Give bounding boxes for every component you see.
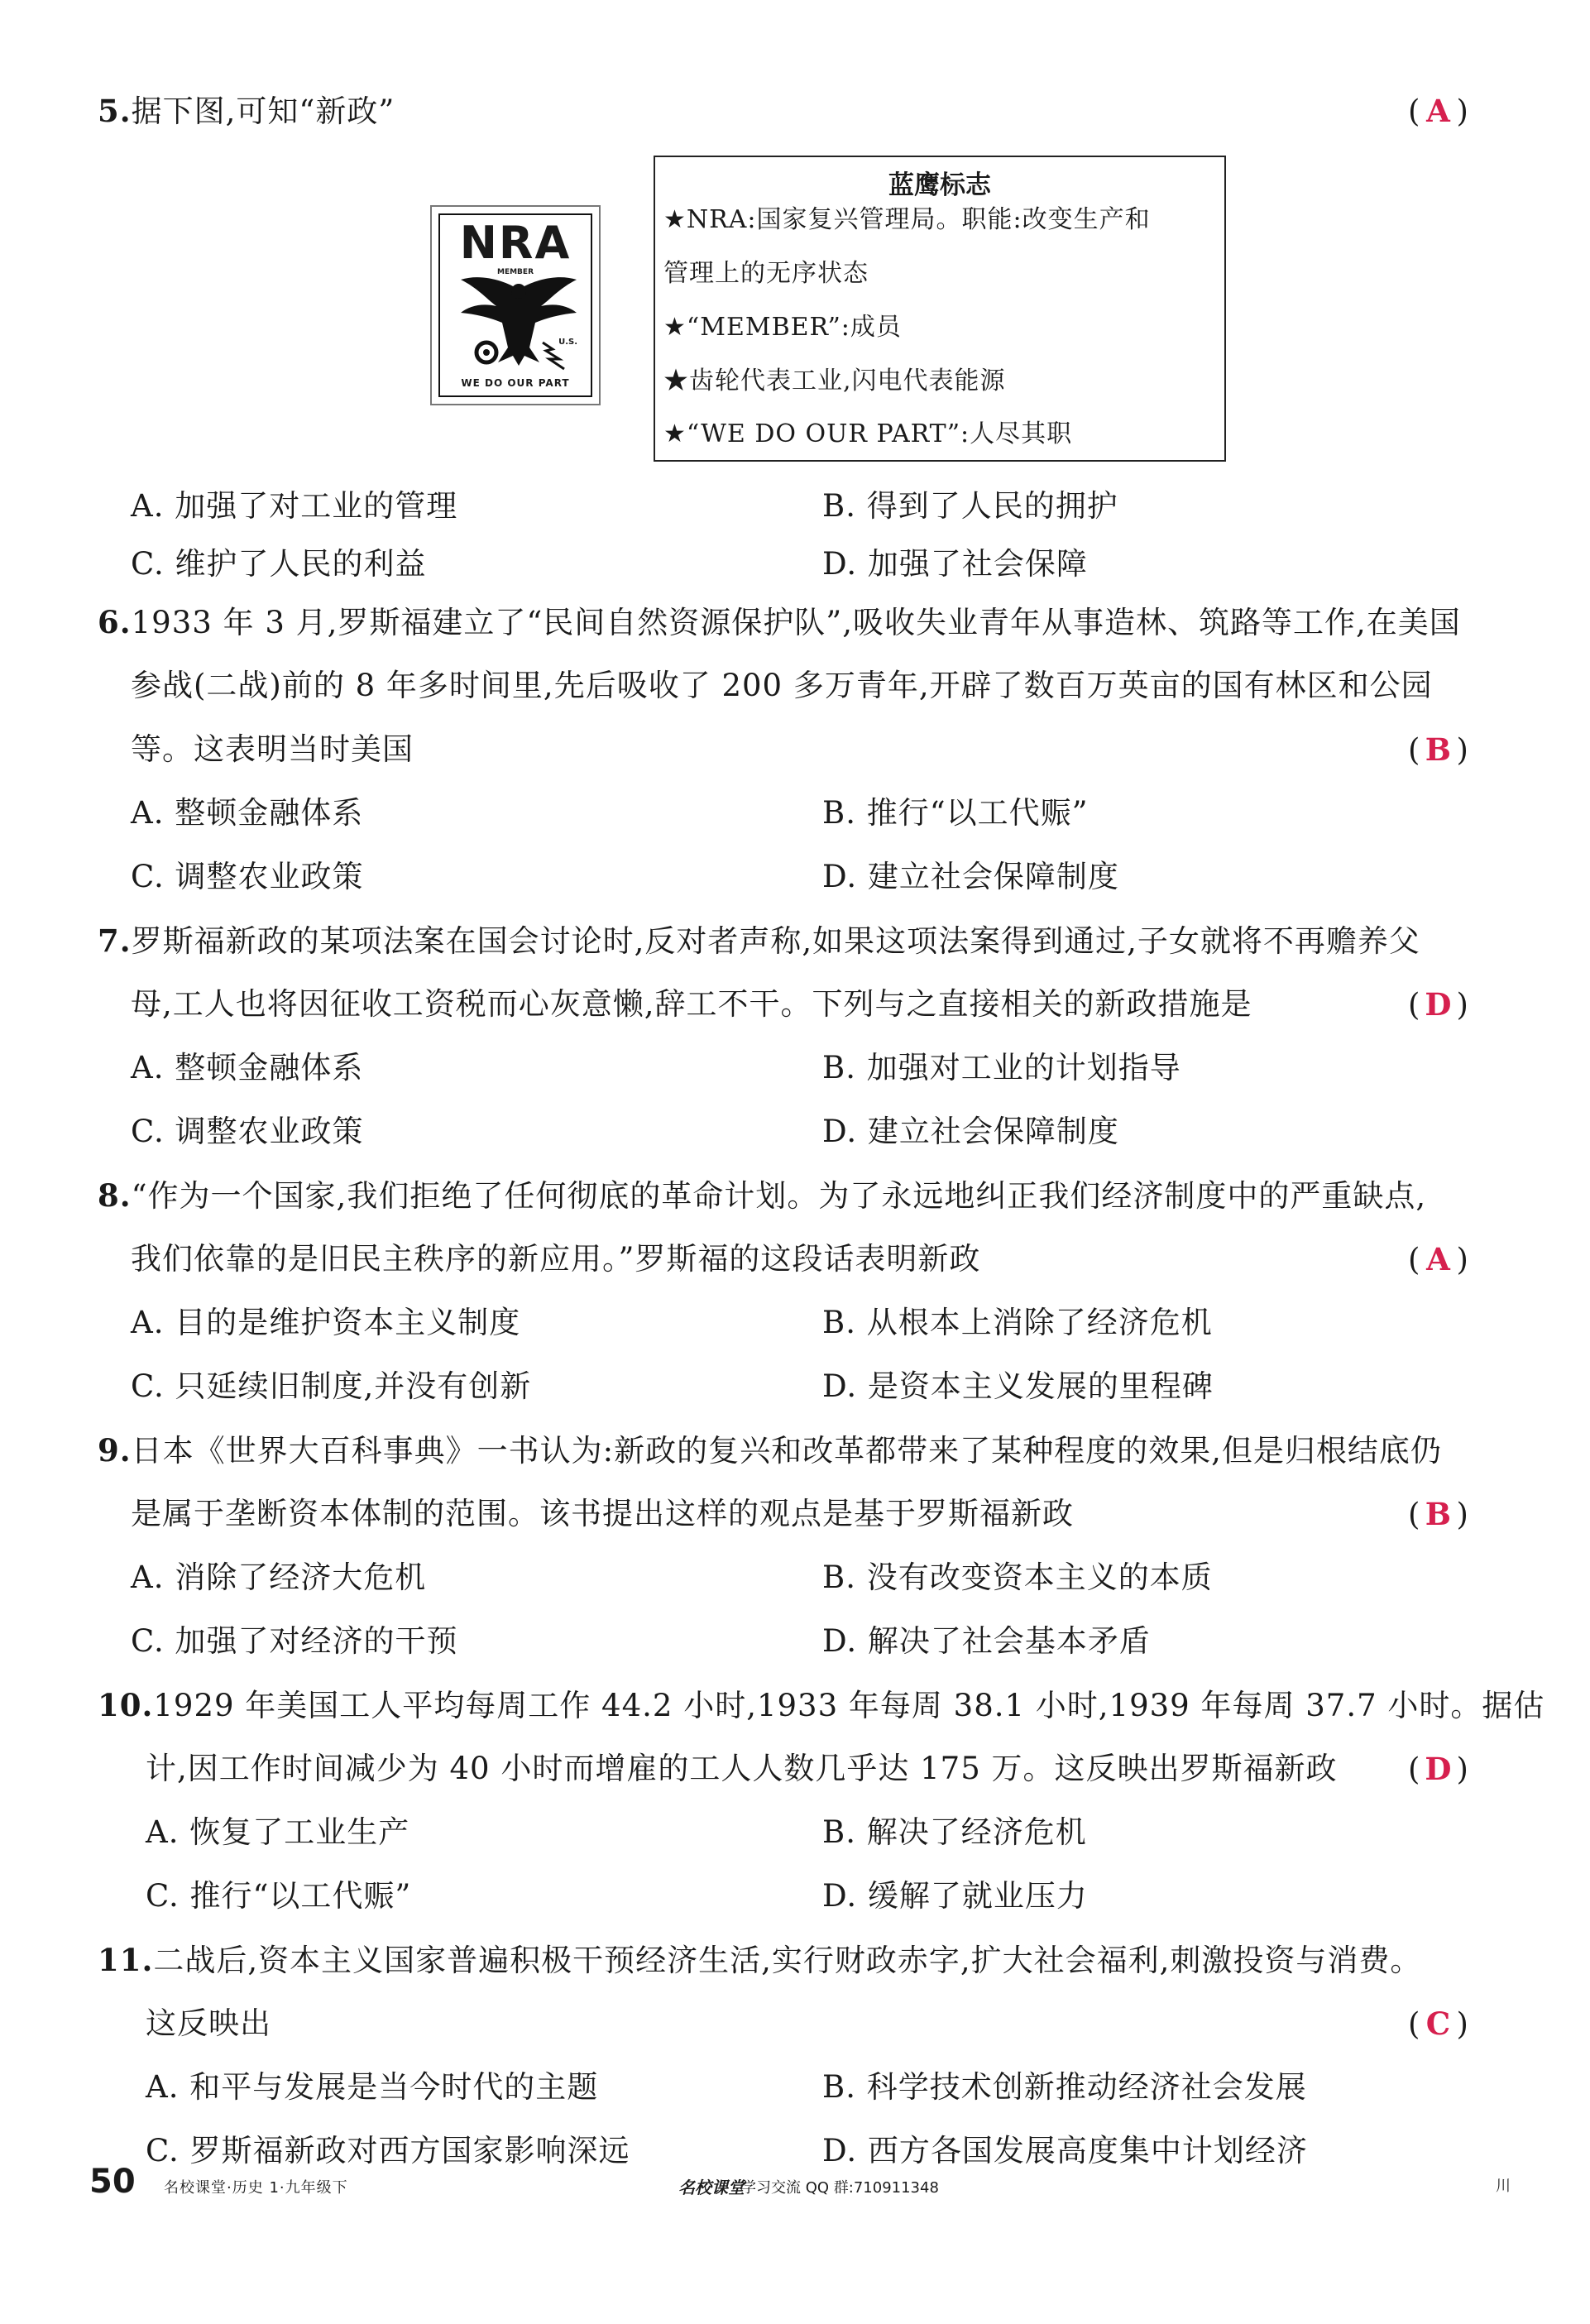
question-number: 6.: [98, 604, 132, 640]
answer-letter: A: [1426, 93, 1450, 129]
question-number: 8.: [98, 1177, 132, 1214]
poster-member-label: MEMBER: [497, 268, 534, 276]
option-d: D. 加强了社会保障: [822, 546, 1088, 582]
option-d: D. 建立社会保障制度: [822, 1114, 1119, 1149]
option-c: C. 调整农业政策: [131, 1114, 364, 1149]
answer-letter: C: [1425, 2005, 1451, 2042]
answer-letter: B: [1425, 731, 1452, 768]
question-10-line-2: 计,因工作时间减少为 40 小时而增雇的工人人数几乎达 175 万。这反映出罗斯福新政: [146, 1751, 1338, 1786]
option-c: C. 推行“以工代赈”: [146, 1878, 412, 1914]
question-text: 据下图,可知“新政”: [131, 93, 395, 129]
answer-5: ( A ): [1408, 93, 1468, 129]
info-box-title: 蓝鹰标志: [888, 170, 991, 200]
page-number: 50: [89, 2163, 136, 2201]
question-6-line-1: [98, 604, 1461, 641]
question-6-line-2: 参战(二战)前的 8 年多时间里,先后吸收了 200 多万青年,开辟了数百万英亩的国有林区和公园: [131, 668, 1433, 703]
option-d: D. 西方各国发展高度集中计划经济: [822, 2133, 1308, 2168]
blue-eagle-info-box: [654, 156, 1226, 462]
answer-8: ( A ): [1408, 1241, 1468, 1277]
question-text: 二战后,资本主义国家普遍积极干预经济生活,实行财政赤字,扩大社会福利,刺激投资与消费。: [153, 1943, 1422, 1978]
option-b: B. 从根本上消除了经济危机: [822, 1305, 1213, 1340]
answer-letter: D: [1425, 1751, 1452, 1787]
option-c: C. 维护了人民的利益: [131, 546, 427, 582]
option-a: A. 消除了经济大危机: [131, 1560, 427, 1595]
answer-7: ( D ): [1408, 986, 1468, 1023]
question-number: 5.: [98, 93, 132, 129]
option-b: B. 加强对工业的计划指导: [822, 1050, 1181, 1085]
info-box-line: ★“WE DO OUR PART”:人尽其职: [663, 419, 1073, 448]
option-c: C. 只延续旧制度,并没有创新: [131, 1368, 532, 1404]
option-a: A. 加强了对工业的管理: [131, 488, 458, 524]
answer-6: ( B ): [1408, 731, 1468, 768]
option-b: B. 解决了经济危机: [822, 1814, 1087, 1850]
answer-letter: A: [1426, 1241, 1450, 1277]
question-number: 11.: [98, 1942, 154, 1978]
option-a: A. 整顿金融体系: [131, 1050, 364, 1085]
question-6-line-3: 等。这表明当时美国: [131, 731, 414, 767]
info-box-line: ★NRA:国家复兴管理局。职能:改变生产和: [663, 205, 1151, 234]
poster-title: NRA: [459, 217, 572, 269]
question-9-line-2: 是属于垄断资本体制的范围。该书提出这样的观点是基于罗斯福新政: [131, 1496, 1074, 1531]
option-c: C. 罗斯福新政对西方国家影响深远: [146, 2133, 630, 2168]
question-text: 1933 年 3 月,罗斯福建立了“民间自然资源保护队”,吸收失业青年从事造林、筑路等工作,在美国: [131, 605, 1461, 640]
option-a: A. 和平与发展是当今时代的主题: [146, 2069, 599, 2105]
question-number: 10.: [98, 1687, 154, 1723]
option-c: C. 调整农业政策: [131, 859, 364, 894]
option-a: A. 整顿金融体系: [131, 795, 364, 831]
question-text: 日本《世界大百科事典》一书认为:新政的复兴和改革都带来了某种程度的效果,但是归根结底仍: [131, 1433, 1442, 1469]
footer-qq-group: 学习交流 QQ 群:710911348: [741, 2179, 939, 2197]
option-b: B. 得到了人民的拥护: [822, 488, 1118, 524]
poster-slogan: WE DO OUR PART: [461, 377, 570, 389]
question-8-line-2: 我们依靠的是旧民主秩序的新应用。”罗斯福的这段话表明新政: [131, 1241, 981, 1277]
question-number: 7.: [98, 922, 132, 959]
question-text: “作为一个国家,我们拒绝了任何彻底的革命计划。为了永远地纠正我们经济制度中的严重缺点,: [131, 1178, 1427, 1214]
question-7-line-2: 母,工人也将因征收工资税而心灰意懒,辞工不干。下列与之直接相关的新政措施是: [131, 986, 1252, 1022]
nra-blue-eagle-poster: [430, 205, 601, 405]
question-text: 罗斯福新政的某项法案在国会讨论时,反对者声称,如果这项法案得到通过,子女就将不再赡养父: [131, 923, 1420, 959]
eagle-icon: [457, 273, 581, 372]
answer-letter: D: [1425, 986, 1452, 1023]
question-11-line-1: [98, 1942, 1421, 1979]
question-5-line-1: [98, 93, 395, 130]
option-b: B. 科学技术创新推动经济社会发展: [822, 2069, 1307, 2105]
info-box-line: 管理上的无序状态: [663, 259, 869, 288]
info-box-line: ★齿轮代表工业,闪电代表能源: [663, 367, 1006, 395]
question-7-line-1: [98, 922, 1420, 960]
info-box-line: ★“MEMBER”:成员: [663, 313, 902, 342]
option-d: D. 缓解了就业压力: [822, 1878, 1088, 1914]
question-11-line-2: 这反映出: [146, 2005, 271, 2041]
option-a: A. 目的是维护资本主义制度: [131, 1305, 521, 1340]
question-number: 9.: [98, 1432, 132, 1469]
option-b: B. 推行“以工代赈”: [822, 795, 1089, 831]
answer-letter: B: [1425, 1496, 1452, 1532]
footer-logo: 名校课堂: [678, 2178, 745, 2197]
option-d: D. 是资本主义发展的里程碑: [822, 1368, 1214, 1404]
poster-us-label: U.S.: [558, 338, 577, 347]
question-9-line-1: [98, 1432, 1442, 1469]
option-b: B. 没有改变资本主义的本质: [822, 1560, 1213, 1595]
footer-region-mark: 川: [1496, 2178, 1511, 2195]
answer-10: ( D ): [1408, 1751, 1468, 1787]
option-d: D. 解决了社会基本矛盾: [822, 1623, 1151, 1659]
answer-9: ( B ): [1408, 1496, 1468, 1532]
question-text: 1929 年美国工人平均每周工作 44.2 小时,1933 年每周 38.1 小时,1939 年每周 37.7 小时。据估: [153, 1688, 1545, 1723]
question-8-line-1: [98, 1177, 1426, 1215]
option-d: D. 建立社会保障制度: [822, 859, 1119, 894]
question-10-line-1: [98, 1687, 1545, 1724]
answer-11: ( C ): [1408, 2005, 1468, 2042]
option-a: A. 恢复了工业生产: [146, 1814, 410, 1850]
footer-book-title: 名校课堂·历史 1·九年级下: [164, 2179, 348, 2197]
option-c: C. 加强了对经济的干预: [131, 1623, 458, 1659]
